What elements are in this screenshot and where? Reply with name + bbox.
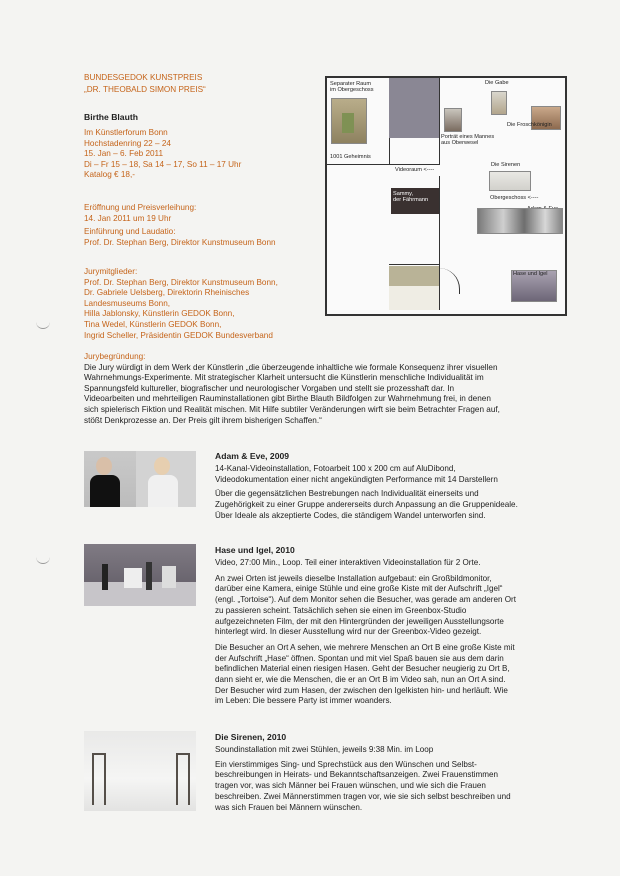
- venue-line: Katalog € 18,-: [84, 170, 135, 180]
- opening-label: Eröffnung und Preisverleihung:: [84, 203, 197, 212]
- work-body-2: [215, 643, 585, 707]
- plan-label-separater: Separater Raum im Obergeschoss: [330, 81, 374, 94]
- jury-member: Hilla Jablonsky, Künstlerin GEDOK Bonn,: [84, 309, 235, 319]
- plan-label-sirenen: Die Sirenen: [491, 162, 521, 168]
- work-title: Die Sirenen, 2010: [215, 732, 287, 742]
- opening-block: [84, 203, 196, 224]
- statement-label: Jurybegründung:: [84, 352, 146, 361]
- work-body: [215, 760, 585, 814]
- work-body-line: darüber eine Kamera, einige Stühle und eine große Kiste mit der Aufschrift „Igel“: [215, 584, 503, 594]
- plan-label-obergeschoss: Obergeschoss <----: [490, 195, 539, 201]
- work-body-line: beschreibungen in Heirats- und Bekanntschaftsanzeigen. Zwei Frauenstimmen: [215, 770, 498, 780]
- plan-label-froschkoenig: Die Froschkönigin: [507, 122, 552, 128]
- work-body-line: zu passieren scheint. Tatsächlich sehen sie einen im Greenbox-Studio: [215, 605, 467, 615]
- work-subtitle: [215, 558, 585, 569]
- jury-block: [84, 267, 278, 341]
- statement-line: Wahrnehmungs-Experimente. Mit strategischer Klarheit untersucht die Künstlerin menschliche Individualität im: [84, 373, 484, 383]
- jury-member: Ingrid Scheller, Präsidentin GEDOK Bundesverband: [84, 330, 273, 340]
- opening-value: 14. Jan 2011 um 19 Uhr: [84, 213, 172, 223]
- work-body-line: An zwei Orten ist jeweils dieselbe Installation aufgebaut: ein Großbildmonitor,: [215, 573, 492, 583]
- work-title: Adam & Eve, 2009: [215, 451, 290, 461]
- work-body-line: Der Besucher wird zum Hasen, der zwischen den Igelkisten hin- und herläuft. Wie: [215, 685, 508, 695]
- plan-thumb-sirenen: [489, 171, 531, 191]
- punch-hole-bottom: [36, 553, 50, 564]
- jury-label: Jurymitglieder:: [84, 267, 138, 276]
- plan-room-sammy: [391, 188, 439, 214]
- work-subtitle-line: 14-Kanal-Videoinstallation, Fotoarbeit 100 x 200 cm auf AluDibond,: [215, 464, 456, 473]
- image-hase-igel: [84, 544, 196, 606]
- work-body-line: (engl. „Tortoise“). Auf dem Monitor sehen die Besucher, was gerade am anderen Ort: [215, 595, 516, 605]
- plan-label-hase: Hase und Igel: [513, 271, 548, 277]
- statement-line: Videoarbeiten und mehrteiligen Rauminstallationen gibt Birthe Blauth Bildfolgen zur Wahrnehmung frei, in denen: [84, 394, 491, 404]
- artist-name: Birthe Blauth: [84, 112, 138, 122]
- plan-room-gray: [389, 78, 440, 138]
- work-body-line: hinterlegt wird. In dieser Ausstellung wird nur der Greenbox-Video gezeigt.: [215, 627, 482, 637]
- venue-line: Im Künstlerforum Bonn: [84, 128, 168, 137]
- work-subtitle-line: Soundinstallation mit zwei Stühlen, jeweils 9:38 Min. im Loop: [215, 745, 434, 754]
- plan-thumb-gabe: [491, 91, 507, 115]
- venue-line: Di – Fr 15 – 18, Sa 14 – 17, So 11 – 17 Uhr: [84, 159, 242, 169]
- work-title: Hase und Igel, 2010: [215, 545, 295, 555]
- jury-statement: [84, 352, 500, 426]
- plan-room-bottom: [389, 266, 440, 310]
- work-body-line: Zugehörigkeit zu einer Gruppe andererseits durch Anpassung an die Gruppenideale.: [215, 500, 518, 510]
- work-body-line: dann sieht er, wie die Menschen, die er an Ort B im Video sah, nun an Ort A sind.: [215, 675, 506, 685]
- work-body-line: was sich Frauen bei Männern wünschen.: [215, 802, 363, 812]
- venue-block: [84, 128, 241, 181]
- plan-label-geheimnis: 1001 Geheimnis: [330, 154, 371, 160]
- statement-line: Die Jury würdigt in dem Werk der Künstlerin „die überzeugende inhaltliche wie formale Konsequenz ihrer visuellen: [84, 362, 498, 372]
- plan-label-sammy: Sammy, der Fährmann: [393, 191, 429, 204]
- work-subtitle-line: Videodokumentation einer nicht angekündigten Performance mit 14 Darstellern: [215, 474, 498, 484]
- venue-line: 15. Jan – 6. Feb 2011: [84, 149, 164, 159]
- plan-wall: [389, 264, 439, 265]
- work-body-line: tragen vor, was sich Männer bei Frauen wünschen, und wie sich die Frauen: [215, 781, 486, 791]
- plan-room-small: [389, 138, 440, 165]
- work-body-line: Ein vierstimmiges Sing- und Sprechstück aus den Wünschen und Selbst-: [215, 759, 477, 769]
- header-line-1: BUNDESGEDOK KUNSTPREIS: [84, 73, 203, 82]
- statement-line: Spannungsfeld kultureller, biografischer und neurologischer Vorgaben und stellt sie prozesshaft dar. In: [84, 383, 455, 393]
- work-hase-igel: [215, 545, 585, 707]
- work-subtitle: [215, 745, 585, 756]
- punch-hole-top: [36, 318, 50, 329]
- jury-member: Landesmuseums Bonn,: [84, 298, 171, 308]
- intro-block: [84, 227, 276, 248]
- statement-line: stößt Denkprozesse an. Der Preis gilt ihrem bisherigen Schaffen.“: [84, 415, 322, 425]
- venue-line: Hochstadenring 22 – 24: [84, 138, 171, 148]
- work-body: [215, 574, 585, 638]
- jury-member: Tina Wedel, Künstlerin GEDOK Bonn,: [84, 319, 222, 329]
- work-subtitle-line: Video, 27:00 Min., Loop. Teil einer interaktiven Videoinstallation für 2 Orte.: [215, 558, 481, 567]
- work-sirenen: [215, 732, 585, 813]
- work-body-line: befindlichen Material einen riesigen Hasen. Geht der Besucher neugierig zu Ort B,: [215, 664, 510, 674]
- work-body-line: Die Besucher an Ort A sehen, wie mehrere Menschen an Ort B eine große Kiste mit: [215, 642, 515, 652]
- statement-line: sich spielerisch Fiktion und Realität mischen. Mit Hilfe subtiler Veränderungen wirft sie beim Betrachter Fragen auf,: [84, 404, 500, 414]
- header-line-2: „DR. THEOBALD SIMON PREIS“: [84, 85, 206, 94]
- work-body-line: Über die gegensätzlichen Bestrebungen nach Individualität einerseits und: [215, 489, 479, 499]
- plan-label-videoraum: Videoraum <----: [395, 167, 435, 173]
- image-sirenen: [84, 731, 196, 811]
- work-body-line: Über Ideale als akzeptierte Codes, die ständigem Wandel unterworfen sind.: [215, 510, 486, 520]
- plan-door: [439, 268, 460, 294]
- work-body-line: aufgezeichneten Film, der mit den Hintergründen der jeweiligen Ausstellungsorte: [215, 616, 504, 626]
- plan-thumb-adam: [477, 208, 563, 234]
- image-adam-eve: [84, 451, 196, 507]
- work-adam-eve: [215, 451, 585, 522]
- intro-value: Prof. Dr. Stephan Berg, Direktor Kunstmuseum Bonn: [84, 237, 276, 247]
- plan-label-portrait: Porträt eines Mannes aus Oberwesel: [441, 134, 495, 147]
- plan-label-gabe: Die Gabe: [485, 80, 509, 86]
- jury-member: Dr. Gabriele Uelsberg, Direktorin Rheinisches: [84, 288, 250, 298]
- work-body: [215, 489, 585, 521]
- intro-label: Einführung und Laudatio:: [84, 227, 176, 236]
- work-subtitle: [215, 464, 585, 485]
- work-body-line: beschreiben. Zwei Männerstimmen tragen vor, wie sie sich selbst beschreiben und: [215, 791, 511, 801]
- work-body-line: im Leben: Die bessere Party ist immer woanders.: [215, 696, 392, 706]
- plan-thumb-portrait: [444, 108, 462, 132]
- plan-thumb-geheimnis: [331, 98, 367, 144]
- work-body-line: der Aufschrift „Hase“ öffnen. Spontan und mit viel Spaß bauen sie aus dem darin: [215, 653, 504, 663]
- floor-plan: [325, 76, 567, 316]
- plan-room-separate: [327, 78, 390, 165]
- jury-member: Prof. Dr. Stephan Berg, Direktor Kunstmuseum Bonn,: [84, 277, 278, 287]
